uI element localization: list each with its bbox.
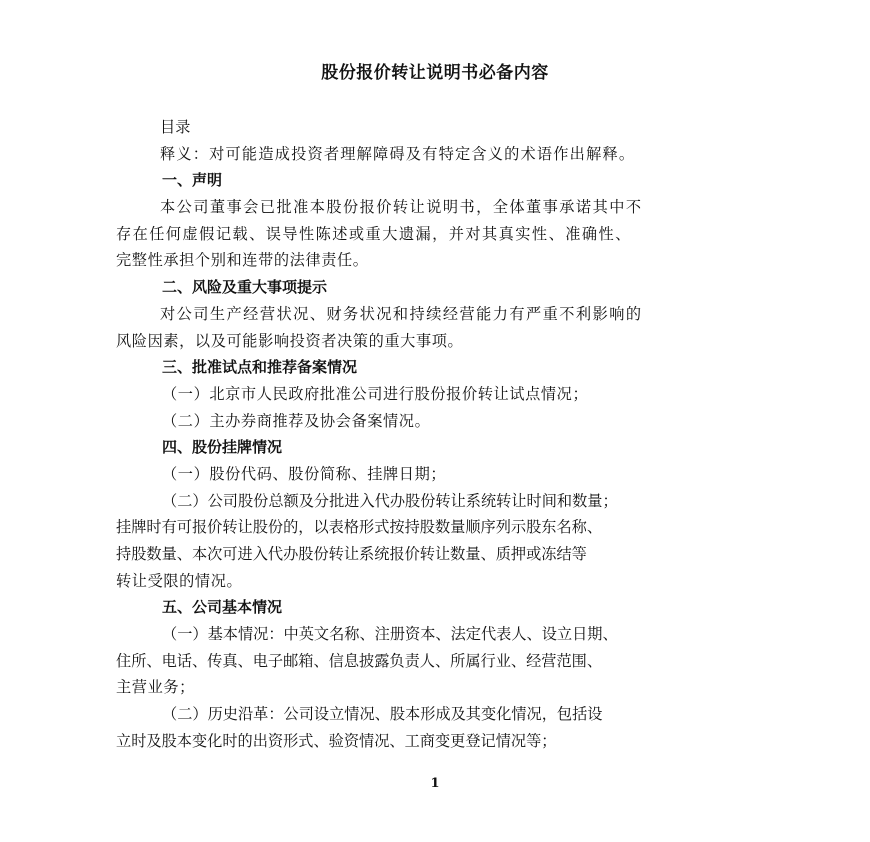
section-heading-approval: 三、批准试点和推荐备案情况 bbox=[162, 358, 358, 377]
list-item: （一）基本情况：中英文名称、注册资本、法定代表人、设立日期、 bbox=[162, 625, 618, 644]
paragraph-line: 挂牌时有可报价转让股份的，以表格形式按持股数量顺序列示股东名称、 bbox=[116, 518, 602, 537]
paragraph-line: 风险因素，以及可能影响投资者决策的重大事项。 bbox=[116, 331, 464, 350]
paragraph-line: 住所、电话、传真、电子邮箱、信息披露负责人、所属行业、经营范围、 bbox=[116, 651, 602, 670]
list-item: （二）公司股份总额及分批进入代办股份转让系统转让时间和数量； bbox=[162, 491, 618, 510]
paragraph-line: 持股数量、本次可进入代办股份转让系统报价转让数量、质押或冻结等 bbox=[116, 545, 587, 563]
document-title: 股份报价转让说明书必备内容 bbox=[321, 63, 549, 83]
section-heading-declaration: 一、声明 bbox=[162, 171, 223, 190]
paragraph-line: 存在任何虚假记载、误导性陈述或重大遗漏，并对其真实性、准确性、 bbox=[116, 224, 632, 243]
document-body bbox=[116, 114, 756, 755]
section-heading-listing: 四、股份挂牌情况 bbox=[162, 438, 283, 457]
section-heading-risks: 二、风险及重大事项提示 bbox=[162, 278, 328, 297]
paragraph-line: 转让受限的情况。 bbox=[116, 571, 243, 590]
paragraph-line: 本公司董事会已批准本股份报价转让说明书，全体董事承诺其中不 bbox=[160, 198, 643, 217]
toc-label: 目录 bbox=[160, 118, 191, 136]
paragraph-line: 完整性承担个别和连带的法律责任。 bbox=[116, 251, 369, 270]
list-item: （一）股份代码、股份简称、挂牌日期； bbox=[162, 464, 447, 483]
paragraph-line: 立时及股本变化时的出资形式、验资情况、工商变更登记情况等； bbox=[116, 731, 557, 750]
section-heading-company-info: 五、公司基本情况 bbox=[162, 598, 283, 617]
page-number: 1 bbox=[430, 776, 440, 791]
paragraph-line: 主营业务； bbox=[116, 678, 195, 697]
list-item: （一）北京市人民政府批准公司进行股份报价转让试点情况； bbox=[162, 384, 589, 403]
list-item: （二）主办券商推荐及协会备案情况。 bbox=[162, 411, 431, 430]
definitions-paragraph: 释义：对可能造成投资者理解障碍及有特定含义的术语作出解释。 bbox=[160, 144, 636, 163]
list-item: （二）历史沿革：公司设立情况、股本形成及其变化情况，包括设 bbox=[162, 705, 603, 724]
paragraph-line: 对公司生产经营状况、财务状况和持续经营能力有严重不利影响的 bbox=[160, 304, 643, 323]
